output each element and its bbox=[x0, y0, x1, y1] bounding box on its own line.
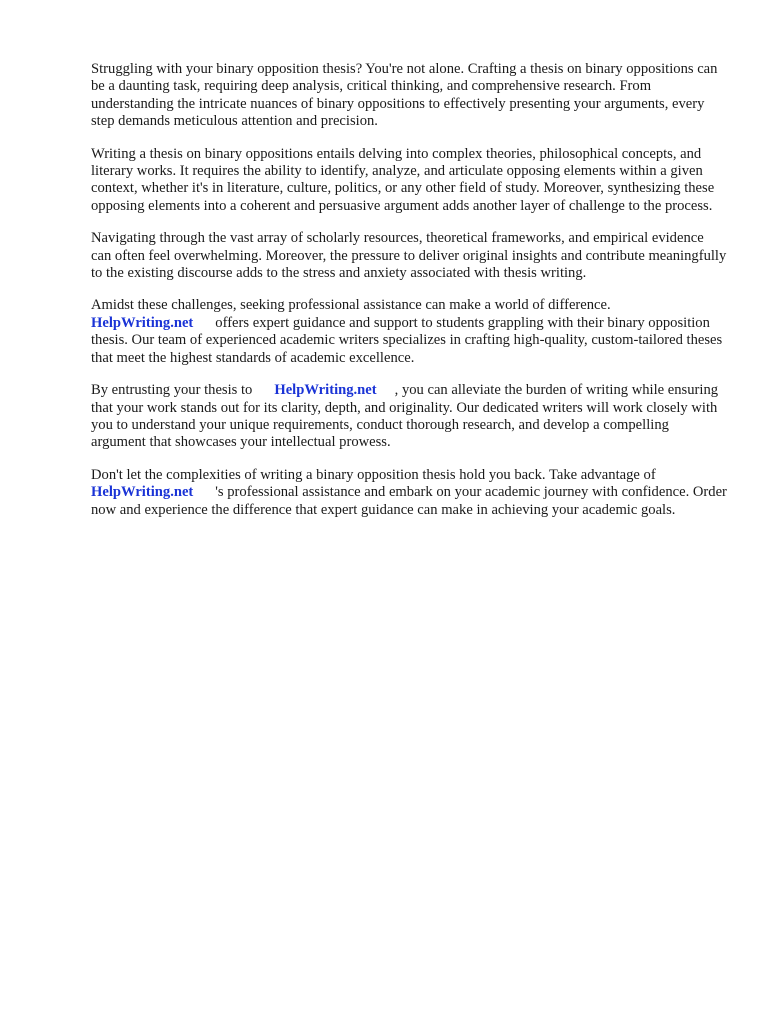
paragraph-entrusting bbox=[91, 382, 727, 452]
paragraph-assistance bbox=[91, 297, 727, 367]
paragraph-resources-text: Navigating through the vast array of scholarly resources, theoretical frameworks, and empirical evidence can often feel overwhelming. Moreover, the pressure to deliver original insights and contribute meaningfully to the existing discourse adds to the stress and anxiety associated with thesis writing. bbox=[91, 230, 727, 282]
paragraph-challenges-text: Writing a thesis on binary oppositions entails delving into complex theories, philosophical concepts, and literary works. It requires the ability to identify, analyze, and articulate opposing elements within a given context, whether it's in literature, culture, politics, or any other field of study. Moreover, synthesizing these opposing elements into a coherent and persuasive argument adds another layer of challenge to the process. bbox=[91, 145, 715, 214]
paragraph-call-to-action-text-before: Don't let the complexities of writing a binary opposition thesis hold you back. Take advantage of bbox=[91, 466, 656, 483]
paragraph-assistance-text-before: Amidst these challenges, seeking professional assistance can make a world of difference. bbox=[91, 297, 611, 314]
paragraph-intro bbox=[91, 61, 727, 131]
helpwriting-link[interactable]: HelpWriting.net bbox=[91, 484, 194, 501]
helpwriting-link[interactable]: HelpWriting.net bbox=[274, 382, 377, 399]
paragraph-entrusting-text-after: , you can alleviate the burden of writing while ensuring that your work stands out for its clarity, depth, and originality. Our dedicated writers will work closely with you to understand your unique requirements, conduct thorough research, and develop a compelling argument that showcases your intellectual prowess. bbox=[91, 382, 719, 451]
paragraph-call-to-action-text-after: 's professional assistance and embark on your academic journey with confidence. Order now and experience the difference that expert guidance can make in achieving your academic goals. bbox=[91, 484, 727, 518]
paragraph-call-to-action bbox=[91, 467, 727, 519]
paragraph-assistance-text-after: offers expert guidance and support to students grappling with their binary opposition thesis. Our team of experienced academic writers specializes in crafting high-quality, custom-tailored theses that meet the highest standards of academic excellence. bbox=[91, 314, 723, 366]
helpwriting-link[interactable]: HelpWriting.net bbox=[91, 314, 194, 331]
paragraph-resources bbox=[91, 230, 727, 282]
paragraph-challenges bbox=[91, 146, 727, 216]
document-body bbox=[91, 61, 727, 534]
paragraph-intro-text: Struggling with your binary opposition thesis? You're not alone. Crafting a thesis on binary oppositions can be a daunting task, requiring deep analysis, critical thinking, and comprehensive research. From understanding the intricate nuances of binary oppositions to effectively presenting your arguments, every step demands meticulous attention and precision. bbox=[91, 61, 718, 130]
paragraph-entrusting-text-before: By entrusting your thesis to bbox=[91, 382, 253, 399]
